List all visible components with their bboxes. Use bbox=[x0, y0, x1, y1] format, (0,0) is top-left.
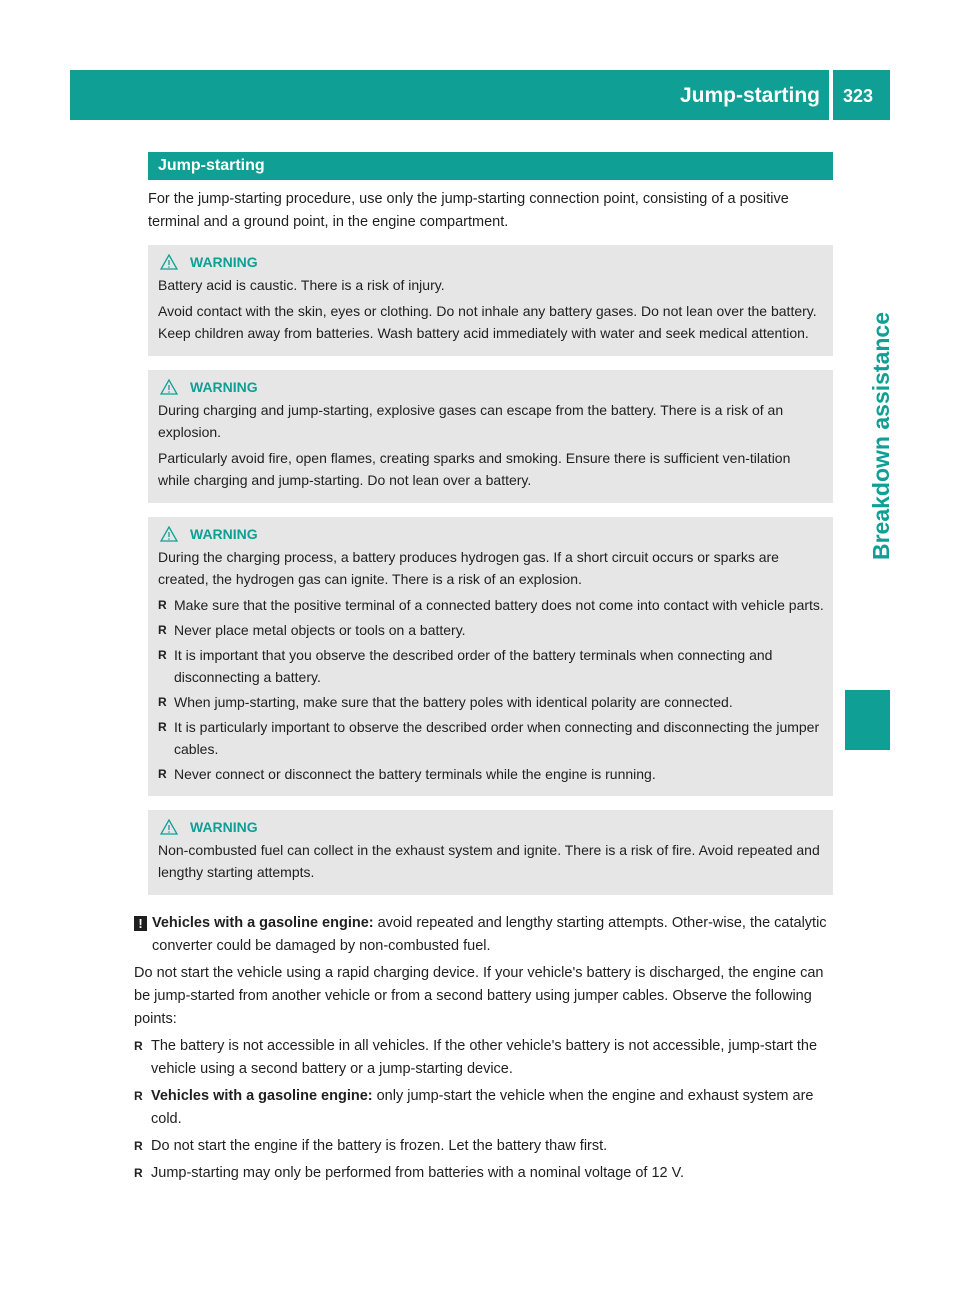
side-tab-label: Breakdown assistance bbox=[868, 311, 894, 560]
warning-label: WARNING bbox=[190, 254, 258, 270]
list-item bbox=[134, 1162, 833, 1185]
list-item-text: Jump-starting may only be performed from batteries with a nominal voltage of 12 V. bbox=[151, 1165, 685, 1181]
exclamation-icon: ! bbox=[134, 916, 147, 931]
bullet-icon: R bbox=[158, 695, 167, 709]
warning-label: WARNING bbox=[190, 379, 258, 395]
warning-triangle-icon bbox=[160, 254, 178, 270]
bullet-icon: R bbox=[158, 598, 167, 612]
warning-text: Avoid contact with the skin, eyes or clothing. Do not inhale any battery gases. Do not lean over the battery. Keep children away from batteries. Wash battery acid immediately with water and seek medical attention. bbox=[158, 303, 817, 341]
note-bold-text: Vehicles with a gasoline engine: bbox=[152, 915, 374, 931]
caution-note bbox=[134, 912, 833, 958]
warning-triangle-icon bbox=[160, 819, 178, 835]
bullet-icon: R bbox=[158, 648, 167, 662]
warning-header bbox=[158, 522, 825, 546]
body-paragraph: Do not start the vehicle using a rapid charging device. If your vehicle's battery is discharged, the engine can be jump-started from another vehicle or from a second battery using jumper cables. Observe the following points: bbox=[134, 965, 824, 1027]
bullet-icon: R bbox=[158, 623, 167, 637]
warning-text: Particularly avoid fire, open flames, creating sparks and smoking. Ensure there is sufficient ven-tilation while charging and jump-starting. Do not lean over a battery. bbox=[158, 450, 791, 488]
warning-label: WARNING bbox=[190, 819, 258, 835]
list-item-text: When jump-starting, make sure that the battery poles with identical polarity are connected. bbox=[174, 694, 733, 710]
list-item bbox=[134, 1085, 833, 1131]
bullet-icon: R bbox=[134, 1166, 143, 1180]
list-item-text: The battery is not accessible in all vehicles. If the other vehicle's battery is not accessible, jump-start the vehicle using a second battery or a jump-starting device. bbox=[151, 1038, 818, 1077]
bullet-icon: R bbox=[158, 720, 167, 734]
warning-bullet-list bbox=[158, 594, 825, 785]
points-list bbox=[134, 1035, 833, 1185]
warning-box bbox=[148, 810, 833, 895]
side-tab-marker bbox=[845, 690, 890, 750]
list-item-bold: Vehicles with a gasoline engine: bbox=[151, 1088, 373, 1104]
list-item bbox=[158, 644, 825, 688]
warning-header bbox=[158, 250, 825, 274]
page-content bbox=[148, 152, 833, 909]
bullet-icon: R bbox=[134, 1089, 143, 1103]
list-item bbox=[158, 716, 825, 760]
list-item-text: Never place metal objects or tools on a battery. bbox=[174, 622, 466, 638]
list-item bbox=[158, 594, 825, 616]
list-item-text: It is particularly important to observe the described order when connecting and disconnecting the jumper cables. bbox=[174, 719, 820, 757]
warning-text: During the charging process, a battery produces hydrogen gas. If a short circuit occurs or sparks are created, the hydrogen gas can ignite. There is a risk of an explosion. bbox=[158, 549, 779, 587]
header-divider bbox=[829, 70, 833, 120]
page-number: 323 bbox=[843, 86, 874, 106]
list-item bbox=[134, 1035, 833, 1081]
warning-text: During charging and jump-starting, explosive gases can escape from the battery. There is a risk of an explosion. bbox=[158, 402, 784, 440]
bullet-icon: R bbox=[134, 1039, 143, 1053]
warning-text: Battery acid is caustic. There is a risk of injury. bbox=[158, 277, 445, 293]
warning-triangle-icon bbox=[160, 526, 178, 542]
list-item bbox=[158, 619, 825, 641]
list-item-text: Do not start the engine if the battery is frozen. Let the battery thaw first. bbox=[151, 1138, 608, 1154]
list-item bbox=[158, 691, 825, 713]
bullet-icon: R bbox=[158, 767, 167, 781]
intro-text: For the jump-starting procedure, use only the jump-starting connection point, consisting of a positive terminal and a ground point, in the engine compartment. bbox=[148, 191, 789, 230]
note-text: avoid repeated and lengthy starting attempts. Other-wise, the catalytic converter could be damaged by non-combusted fuel. bbox=[152, 915, 827, 954]
notes-section bbox=[134, 912, 833, 1189]
list-item-text: Never connect or disconnect the battery terminals while the engine is running. bbox=[174, 766, 656, 782]
list-item-text: It is important that you observe the described order of the battery terminals when connecting and disconnecting a battery. bbox=[174, 647, 773, 685]
bullet-icon: R bbox=[134, 1139, 143, 1153]
warning-label: WARNING bbox=[190, 526, 258, 542]
warning-header bbox=[158, 375, 825, 399]
list-item bbox=[158, 763, 825, 785]
warning-box bbox=[148, 245, 833, 356]
list-item-text: Make sure that the positive terminal of a connected battery does not come into contact with vehicle parts. bbox=[174, 597, 824, 613]
warning-text: Non-combusted fuel can collect in the exhaust system and ignite. There is a risk of fire. Avoid repeated and lengthy starting attempts. bbox=[158, 842, 820, 880]
list-item-text: only jump-start the vehicle when the engine and exhaust system are cold. bbox=[151, 1088, 814, 1127]
section-title: Jump-starting bbox=[148, 152, 833, 180]
warning-header bbox=[158, 815, 825, 839]
list-item bbox=[134, 1135, 833, 1158]
warning-box bbox=[148, 517, 833, 796]
header-title: Jump-starting bbox=[679, 84, 820, 107]
warning-triangle-icon bbox=[160, 379, 178, 395]
warning-box bbox=[148, 370, 833, 503]
